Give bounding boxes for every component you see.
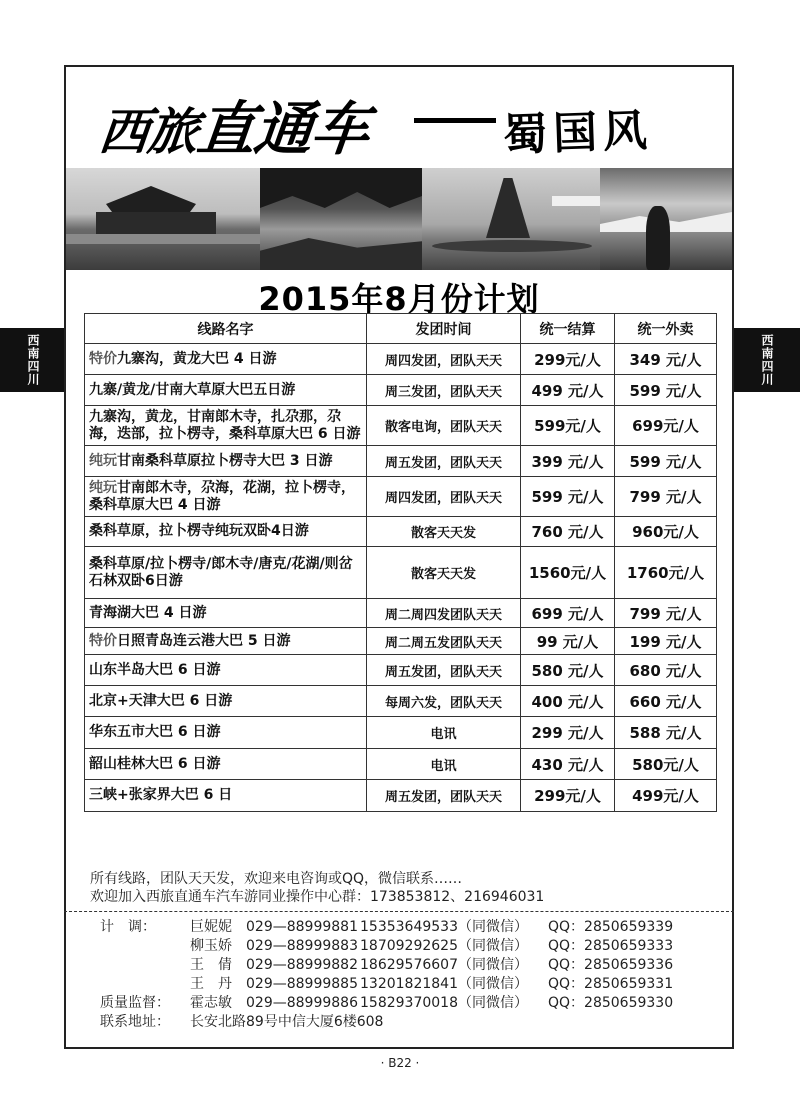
contact-label (100, 975, 190, 994)
settle-price-cell: 430 元/人 (521, 749, 615, 780)
settle-price-cell: 1560元/人 (521, 547, 615, 599)
contact-row (100, 937, 730, 956)
departure-cell: 周三发团，团队天天 (367, 375, 521, 406)
retail-price-cell: 680 元/人 (615, 655, 717, 686)
settle-price-cell: 599 元/人 (521, 477, 615, 517)
contact-phone: 029—88999882 (246, 957, 358, 973)
table-row (85, 686, 717, 717)
table-row (85, 477, 717, 517)
route-name-cell (85, 344, 367, 375)
route-name: 韶山桂林大巴 6 日游 (89, 755, 221, 772)
route-name-cell (85, 375, 367, 406)
settle-price-cell: 599元/人 (521, 406, 615, 446)
route-name: 北京+天津大巴 6 日游 (89, 692, 233, 709)
retail-price-cell: 799 元/人 (615, 477, 717, 517)
brand-logo (96, 82, 374, 166)
settle-price-cell: 299元/人 (521, 780, 615, 812)
contact-label: 计 调： (100, 919, 156, 935)
photo-forest-lake (260, 168, 422, 270)
retail-price-cell: 199 元/人 (615, 628, 717, 655)
brand-header (96, 82, 700, 163)
departure-cell: 周四发团，团队天天 (367, 477, 521, 517)
departure-cell: 周二周五发团队天天 (367, 628, 521, 655)
photo-tiananmen (66, 168, 260, 270)
settle-price-cell: 400 元/人 (521, 686, 615, 717)
route-name: 甘南郎木寺，尕海，花湖，拉卜楞寺，桑科草原大巴 4 日游 (89, 479, 355, 513)
header-settle-price: 统一结算 (521, 314, 615, 344)
retail-price-cell: 580元/人 (615, 749, 717, 780)
route-name-cell (85, 749, 367, 780)
settle-price-cell: 299元/人 (521, 344, 615, 375)
route-tag: 纯玩 (89, 452, 117, 469)
retail-price-cell: 699元/人 (615, 406, 717, 446)
contact-phone: 029—88999881 (246, 919, 358, 935)
contact-qq: QQ：2850659339 (548, 919, 674, 935)
table-row (85, 749, 717, 780)
contact-mobile: 18629576607 (360, 957, 458, 973)
route-name-cell (85, 517, 367, 547)
photo-strip (66, 168, 732, 270)
departure-cell: 周五发团，团队天天 (367, 446, 521, 477)
contact-row (100, 956, 730, 975)
contact-phone: 029—88999885 (246, 976, 358, 992)
settle-price-cell: 699 元/人 (521, 599, 615, 628)
brand-dash (414, 118, 496, 123)
photo-qingdao-pier (422, 168, 600, 270)
departure-cell: 散客电询，团队天天 (367, 406, 521, 446)
contact-mobile: 13201821841 (360, 976, 458, 992)
table-row (85, 446, 717, 477)
departure-cell: 周五发团，团队天天 (367, 655, 521, 686)
route-name-cell (85, 446, 367, 477)
route-name: 桑科草原/拉卜楞寺/郎木寺/唐克/花湖/则岔石林双卧6日游 (89, 555, 353, 589)
notice-group-line: 欢迎加入西旅直通车汽车游同业操作中心群：173853812、216946031 (90, 889, 545, 905)
contact-row (100, 994, 730, 1013)
contact-wechat-note: （同微信） (458, 938, 528, 954)
dashed-divider (64, 911, 734, 912)
departure-cell: 每周六发，团队天天 (367, 686, 521, 717)
settle-price-cell: 99 元/人 (521, 628, 615, 655)
contact-qq: QQ：2850659331 (548, 976, 674, 992)
table-row (85, 547, 717, 599)
route-table (84, 313, 717, 812)
route-tag: 特价 (89, 632, 117, 649)
contact-mobile: 15353649533 (360, 919, 458, 935)
route-name: 山东半岛大巴 6 日游 (89, 661, 221, 678)
route-name-cell (85, 477, 367, 517)
retail-price-cell: 660 元/人 (615, 686, 717, 717)
route-name-cell (85, 599, 367, 628)
contact-wechat-note: （同微信） (458, 919, 528, 935)
contact-phone: 029—88999886 (246, 995, 358, 1011)
contact-qq: QQ：2850659336 (548, 957, 674, 973)
route-name: 九寨沟，黄龙大巴 4 日游 (117, 350, 277, 367)
contact-label: 质量监督： (100, 995, 170, 1011)
route-name-cell (85, 406, 367, 446)
brand-subtitle: 蜀国风情 (502, 105, 654, 162)
contact-qq: QQ：2850659333 (548, 938, 674, 954)
route-name-cell (85, 780, 367, 812)
route-name: 桑科草原，拉卜楞寺纯玩双卧4日游 (89, 523, 309, 539)
photo-grassland (600, 168, 732, 270)
retail-price-cell: 1760元/人 (615, 547, 717, 599)
departure-cell: 电讯 (367, 717, 521, 749)
contact-name: 王 倩 (190, 957, 232, 973)
contact-block (100, 918, 730, 1032)
header-route-name: 线路名字 (85, 314, 367, 344)
settle-price-cell: 399 元/人 (521, 446, 615, 477)
table-header-row (85, 314, 717, 344)
contact-wechat-note: （同微信） (458, 976, 528, 992)
table-row (85, 599, 717, 628)
route-name-cell (85, 547, 367, 599)
route-name: 九寨/黄龙/甘南大草原大巴五日游 (89, 381, 296, 398)
route-name: 三峡+张家界大巴 6 日 (89, 787, 233, 803)
table-row (85, 717, 717, 749)
contact-label (100, 937, 190, 956)
settle-price-cell: 580 元/人 (521, 655, 615, 686)
route-name-cell (85, 655, 367, 686)
side-tab-right: 西南四川 (734, 328, 800, 392)
contact-row (100, 918, 730, 937)
retail-price-cell: 588 元/人 (615, 717, 717, 749)
contact-name: 霍志敏 (190, 995, 232, 1011)
brand-part1: 西旅 (96, 103, 201, 161)
settle-price-cell: 499 元/人 (521, 375, 615, 406)
retail-price-cell: 599 元/人 (615, 375, 717, 406)
route-name: 日照青岛连云港大巴 5 日游 (117, 632, 291, 649)
contact-wechat-note: （同微信） (458, 995, 528, 1011)
contact-name: 柳玉娇 (190, 938, 232, 954)
table-row (85, 406, 717, 446)
departure-cell: 散客天天发 (367, 517, 521, 547)
notice-line: 所有线路，团队天天发，欢迎来电咨询或QQ，微信联系…… (90, 871, 463, 887)
contact-qq: QQ：2850659330 (548, 995, 674, 1011)
contact-name: 巨妮妮 (190, 919, 232, 935)
route-name: 华东五市大巴 6 日游 (89, 724, 221, 740)
departure-cell: 周四发团，团队天天 (367, 344, 521, 375)
brand-part2: 直通车 (193, 95, 373, 163)
retail-price-cell: 599 元/人 (615, 446, 717, 477)
side-tab-left: 西南四川 (0, 328, 66, 392)
plan-title: 2015年8月份计划 (258, 280, 540, 318)
table-row (85, 344, 717, 375)
retail-price-cell: 799 元/人 (615, 599, 717, 628)
departure-cell: 周二周四发团队天天 (367, 599, 521, 628)
contact-label (100, 956, 190, 975)
contact-name: 王 丹 (190, 976, 232, 992)
table-row (85, 628, 717, 655)
page-number: · B22 · (380, 1056, 420, 1070)
route-name: 甘南桑科草原拉卜楞寺大巴 3 日游 (117, 452, 333, 469)
address-label: 联系地址： (100, 1014, 170, 1030)
departure-cell: 周五发团，团队天天 (367, 780, 521, 812)
route-name-cell (85, 717, 367, 749)
retail-price-cell: 499元/人 (615, 780, 717, 812)
address-value: 长安北路89号中信大厦6楼608 (190, 1014, 384, 1030)
header-departure: 发团时间 (367, 314, 521, 344)
departure-cell: 电讯 (367, 749, 521, 780)
departure-cell: 散客天天发 (367, 547, 521, 599)
route-name-cell (85, 686, 367, 717)
contact-mobile: 15829370018 (360, 995, 458, 1011)
header-retail-price: 统一外卖 (615, 314, 717, 344)
retail-price-cell: 960元/人 (615, 517, 717, 547)
table-row (85, 780, 717, 812)
route-name-cell (85, 628, 367, 655)
table-row (85, 375, 717, 406)
route-name: 青海湖大巴 4 日游 (89, 604, 207, 621)
contact-mobile: 18709292625 (360, 938, 458, 954)
route-tag: 特价 (89, 350, 117, 367)
notice-block (90, 870, 730, 906)
table-row (85, 517, 717, 547)
contact-phone: 029—88999883 (246, 938, 358, 954)
address-row (100, 1013, 730, 1032)
settle-price-cell: 299 元/人 (521, 717, 615, 749)
route-name: 九寨沟，黄龙，甘南郎木寺，扎尕那，尕海，迭部，拉卜楞寺，桑科草原大巴 6 日游 (89, 408, 361, 442)
contact-row (100, 975, 730, 994)
route-tag: 纯玩 (89, 479, 117, 496)
retail-price-cell: 349 元/人 (615, 344, 717, 375)
settle-price-cell: 760 元/人 (521, 517, 615, 547)
contact-wechat-note: （同微信） (458, 957, 528, 973)
table-row (85, 655, 717, 686)
